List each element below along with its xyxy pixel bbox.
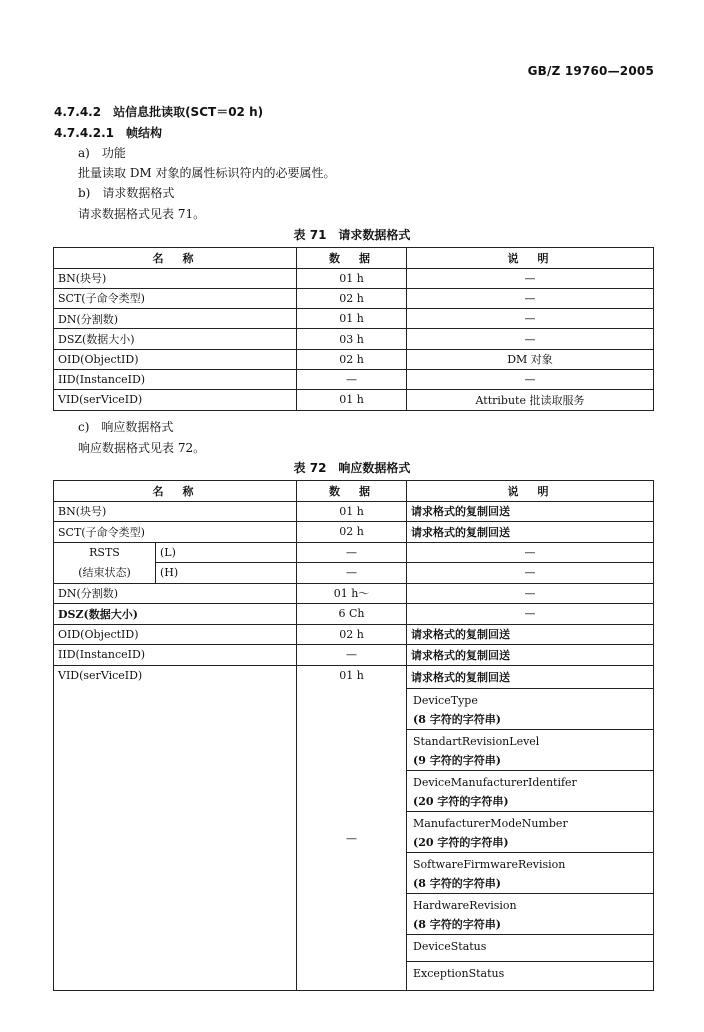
cell-data: 03 h bbox=[297, 329, 407, 349]
cell-vid-item bbox=[407, 811, 654, 852]
item-c-label: c) 响应数据格式 bbox=[78, 420, 174, 434]
cell-vid-item bbox=[407, 770, 654, 811]
table-header-row bbox=[54, 248, 654, 269]
header-name: 名 称 bbox=[54, 248, 297, 269]
cell-desc: 请求格式的复制回送 bbox=[407, 522, 654, 543]
cell-desc: — bbox=[407, 542, 654, 563]
cell-desc: Attribute 批读取服务 bbox=[407, 390, 654, 410]
vid-item-type: (20 字符的字符串) bbox=[413, 835, 509, 849]
cell-desc: 请求格式的复制回送 bbox=[407, 624, 654, 645]
document-code: GB/Z 19760—2005 bbox=[527, 64, 654, 78]
cell-vid-data-dash: — bbox=[297, 688, 407, 990]
table-72 bbox=[53, 480, 654, 991]
cell-name: BN(块号) bbox=[54, 501, 297, 522]
cell-data: 01 h bbox=[297, 390, 407, 410]
cell-name: DN(分割数) bbox=[54, 309, 297, 329]
cell-data: — bbox=[297, 542, 407, 563]
table-row bbox=[54, 268, 654, 288]
cell-name: IID(InstanceID) bbox=[54, 369, 297, 389]
cell-data: 01 h bbox=[297, 501, 407, 522]
cell-name: OID(ObjectID) bbox=[54, 349, 297, 369]
header-data: 数 据 bbox=[297, 481, 407, 502]
cell-vid-item bbox=[407, 893, 654, 934]
item-c-text: 响应数据格式见表 72。 bbox=[78, 441, 206, 455]
cell-data: 01 h～ bbox=[297, 583, 407, 604]
cell-vid-data: 01 h bbox=[297, 665, 407, 688]
cell-desc: 请求格式的复制回送 bbox=[407, 645, 654, 666]
vid-item-name: DeviceStatus bbox=[413, 939, 487, 953]
cell-desc: — bbox=[407, 268, 654, 288]
cell-name: DSZ(数据大小) bbox=[54, 329, 297, 349]
vid-item-type: (9 字符的字符串) bbox=[413, 753, 501, 767]
cell-vid-item bbox=[407, 729, 654, 770]
section-heading-4-7-4-2-1: 4.7.4.2.1 帧结构 bbox=[54, 126, 162, 140]
vid-item-name: SoftwareFirmwareRevision bbox=[413, 857, 566, 871]
cell-desc: — bbox=[407, 563, 654, 584]
rsts-name-line1: RSTS bbox=[89, 545, 120, 559]
rsts-name-line2: (结束状态) bbox=[78, 565, 131, 579]
vid-item-name: StandartRevisionLevel bbox=[413, 734, 540, 748]
cell-data: 02 h bbox=[297, 349, 407, 369]
header-name: 名 称 bbox=[54, 481, 297, 502]
table-row bbox=[54, 369, 654, 389]
cell-rsts-sub-l: (L) bbox=[156, 542, 297, 563]
cell-vid-item bbox=[407, 934, 654, 961]
table-row bbox=[54, 583, 654, 604]
cell-desc: — bbox=[407, 329, 654, 349]
cell-data: 01 h bbox=[297, 268, 407, 288]
cell-rsts-name bbox=[54, 542, 156, 583]
cell-vid-name: VID(serViceID) bbox=[54, 665, 297, 990]
cell-vid-item bbox=[407, 852, 654, 893]
cell-data: — bbox=[297, 369, 407, 389]
vid-item-name: ExceptionStatus bbox=[413, 966, 505, 980]
cell-name: SCT(子命令类型) bbox=[54, 522, 297, 543]
table-row bbox=[54, 288, 654, 308]
cell-name: DSZ(数据大小) bbox=[54, 604, 297, 625]
vid-item-name: ManufacturerModeNumber bbox=[413, 816, 568, 830]
table-row bbox=[54, 604, 654, 625]
item-b-text: 请求数据格式见表 71。 bbox=[78, 207, 206, 221]
vid-item-name: DeviceType bbox=[413, 693, 478, 707]
table-71 bbox=[53, 247, 654, 411]
header-desc: 说 明 bbox=[407, 481, 654, 502]
cell-data: — bbox=[297, 563, 407, 584]
cell-desc: — bbox=[407, 309, 654, 329]
cell-name: SCT(子命令类型) bbox=[54, 288, 297, 308]
cell-data: 6 Ch bbox=[297, 604, 407, 625]
cell-data: — bbox=[297, 645, 407, 666]
cell-desc: — bbox=[407, 369, 654, 389]
cell-vid-item bbox=[407, 961, 654, 990]
cell-rsts-sub-h: (H) bbox=[156, 563, 297, 584]
table-row bbox=[54, 522, 654, 543]
vid-item-type: (8 字符的字符串) bbox=[413, 876, 501, 890]
table-header-row bbox=[54, 481, 654, 502]
table-row bbox=[54, 349, 654, 369]
table-row bbox=[54, 309, 654, 329]
table-row bbox=[54, 624, 654, 645]
vid-item-type: (20 字符的字符串) bbox=[413, 794, 509, 808]
cell-vid-item bbox=[407, 688, 654, 729]
section-heading-4-7-4-2: 4.7.4.2 站信息批读取(SCT＝02 h) bbox=[54, 105, 264, 119]
cell-name: IID(InstanceID) bbox=[54, 645, 297, 666]
vid-item-name: HardwareRevision bbox=[413, 898, 517, 912]
item-a-label: a) 功能 bbox=[78, 146, 126, 160]
header-desc: 说 明 bbox=[407, 248, 654, 269]
cell-desc: — bbox=[407, 288, 654, 308]
item-b-label: b) 请求数据格式 bbox=[78, 186, 175, 200]
cell-desc: 请求格式的复制回送 bbox=[407, 665, 654, 688]
cell-name: BN(块号) bbox=[54, 268, 297, 288]
table-row-vid bbox=[54, 665, 654, 688]
table-71-title: 表 71 请求数据格式 bbox=[293, 228, 411, 242]
cell-data: 02 h bbox=[297, 288, 407, 308]
cell-data: 02 h bbox=[297, 522, 407, 543]
vid-item-name: DeviceManufacturerIdentifer bbox=[413, 775, 577, 789]
table-row bbox=[54, 501, 654, 522]
cell-name: VID(serViceID) bbox=[54, 390, 297, 410]
item-a-text: 批量读取 DM 对象的属性标识符内的必要属性。 bbox=[78, 166, 336, 180]
cell-name: DN(分割数) bbox=[54, 583, 297, 604]
cell-desc: 请求格式的复制回送 bbox=[407, 501, 654, 522]
cell-desc: — bbox=[407, 604, 654, 625]
header-data: 数 据 bbox=[297, 248, 407, 269]
cell-data: 01 h bbox=[297, 309, 407, 329]
table-row-rsts-l bbox=[54, 542, 654, 563]
vid-item-type: (8 字符的字符串) bbox=[413, 917, 501, 931]
cell-desc: DM 对象 bbox=[407, 349, 654, 369]
table-row bbox=[54, 329, 654, 349]
cell-data: 02 h bbox=[297, 624, 407, 645]
cell-name: OID(ObjectID) bbox=[54, 624, 297, 645]
vid-item-type: (8 字符的字符串) bbox=[413, 712, 501, 726]
table-row bbox=[54, 645, 654, 666]
table-72-title: 表 72 响应数据格式 bbox=[293, 461, 411, 475]
table-row bbox=[54, 390, 654, 410]
cell-desc: — bbox=[407, 583, 654, 604]
